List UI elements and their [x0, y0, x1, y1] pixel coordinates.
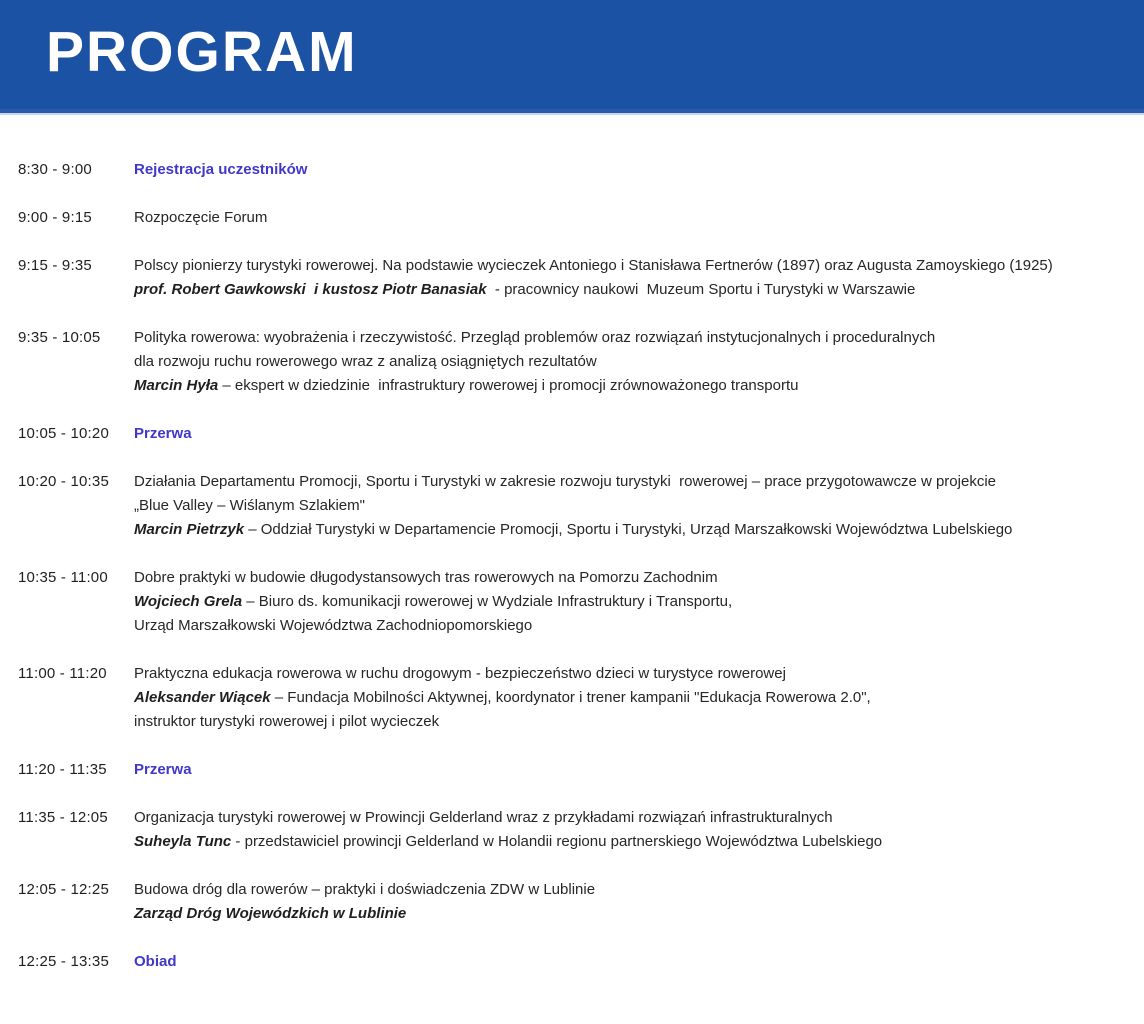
session-line [134, 662, 1120, 686]
session-line [134, 374, 1120, 398]
session-details [134, 158, 1120, 182]
session-text: Praktyczna edukacja rowerowa w ruchu drogowym - bezpieczeństwo dzieci w turystyce rowerowej [134, 665, 786, 682]
time-slot: 9:35 - 10:05 [18, 329, 101, 346]
session-highlight: Obiad [134, 953, 177, 970]
program-header-banner [0, 0, 1144, 113]
session-details [134, 806, 1120, 854]
schedule-row [18, 806, 1120, 854]
session-text: Działania Departamentu Promocji, Sportu i Turystyki w zakresie rozwoju turystyki rowerowej – prace przygotowawcze w projekcie [134, 473, 996, 490]
page-title: PROGRAM [46, 20, 358, 84]
time-slot: 8:30 - 9:00 [18, 161, 92, 178]
schedule-row [18, 470, 1120, 542]
session-line [134, 878, 1120, 902]
time-slot: 12:25 - 13:35 [18, 953, 110, 970]
speaker-name: Marcin Pietrzyk [134, 521, 245, 538]
session-text: Budowa dróg dla rowerów – praktyki i doświadczenia ZDW w Lublinie [134, 881, 596, 898]
session-details [134, 566, 1120, 638]
session-details [134, 422, 1120, 446]
session-text: – Biuro ds. komunikacji rowerowej w Wydziale Infrastruktury i Transportu, [242, 593, 733, 610]
schedule-row [18, 254, 1120, 302]
session-text: – ekspert w dziedzinie infrastruktury rowerowej i promocji zrównoważonego transportu [218, 377, 799, 394]
session-line [134, 710, 1120, 734]
time-slot: 11:35 - 12:05 [18, 809, 108, 826]
session-text: Rozpoczęcie Forum [134, 209, 268, 226]
speaker-name: Wojciech Grela [134, 593, 243, 610]
session-details [134, 950, 1120, 974]
schedule-row [18, 662, 1120, 734]
speaker-name: Zarząd Dróg Wojewódzkich w Lublinie [134, 905, 407, 922]
session-line [134, 950, 1120, 974]
session-text: – Oddział Turystyki w Departamencie Promocji, Sportu i Turystyki, Urząd Marszałkowski Województwa Lubelskiego [244, 521, 1013, 538]
session-line [134, 422, 1120, 446]
session-line [134, 158, 1120, 182]
time-slot: 11:20 - 11:35 [18, 761, 107, 778]
schedule [0, 113, 1144, 974]
session-highlight: Przerwa [134, 761, 192, 778]
session-line [134, 566, 1120, 590]
session-text: - przedstawiciel prowincji Gelderland w Holandii regionu partnerskiego Województwa Lubelskiego [231, 833, 883, 850]
session-text: Polscy pionierzy turystyki rowerowej. Na podstawie wycieczek Antoniego i Stanisława Fertnerów (1897) oraz Augusta Zamoyskiego (1925) [134, 257, 1053, 274]
session-highlight: Rejestracja uczestników [134, 161, 308, 178]
session-text: - pracownicy naukowi Muzeum Sportu i Turystyki w Warszawie [486, 281, 916, 298]
session-line [134, 254, 1120, 278]
session-text: – Fundacja Mobilności Aktywnej, koordynator i trener kampanii "Edukacja Rowerowa 2.0", [270, 689, 871, 706]
session-details [134, 254, 1120, 302]
schedule-row [18, 158, 1120, 182]
speaker-name: Suheyla Tunc [134, 833, 232, 850]
schedule-row [18, 878, 1120, 926]
session-line [134, 326, 1120, 350]
session-line [134, 494, 1120, 518]
session-details [134, 758, 1120, 782]
time-slot: 9:00 - 9:15 [18, 209, 92, 226]
time-slot: 11:00 - 11:20 [18, 665, 107, 682]
schedule-row [18, 566, 1120, 638]
schedule-row [18, 758, 1120, 782]
session-details [134, 326, 1120, 398]
time-slot: 10:05 - 10:20 [18, 425, 110, 442]
time-slot: 12:05 - 12:25 [18, 881, 110, 898]
session-line [134, 590, 1120, 614]
session-details [134, 206, 1120, 230]
session-text: Urząd Marszałkowski Województwa Zachodniopomorskiego [134, 617, 533, 634]
session-text: „Blue Valley – Wiślanym Szlakiem" [134, 497, 365, 514]
session-details [134, 662, 1120, 734]
session-highlight: Przerwa [134, 425, 192, 442]
session-line [134, 614, 1120, 638]
session-line [134, 278, 1120, 302]
session-line [134, 470, 1120, 494]
session-text: dla rozwoju ruchu rowerowego wraz z analizą osiągniętych rezultatów [134, 353, 597, 370]
time-slot: 10:20 - 10:35 [18, 473, 110, 490]
time-slot: 9:15 - 9:35 [18, 257, 92, 274]
session-text: Polityka rowerowa: wyobrażenia i rzeczywistość. Przegląd problemów oraz rozwiązań instytucjonalnych i proceduralnych [134, 329, 936, 346]
session-details [134, 878, 1120, 926]
session-text: Dobre praktyki w budowie długodystansowych tras rowerowych na Pomorzu Zachodnim [134, 569, 718, 586]
session-line [134, 686, 1120, 710]
session-text: instruktor turystyki rowerowej i pilot wycieczek [134, 713, 440, 730]
session-text: Organizacja turystyki rowerowej w Prowincji Gelderland wraz z przykładami rozwiązań infrastrukturalnych [134, 809, 833, 826]
speaker-name: prof. Robert Gawkowski i kustosz Piotr Banasiak [134, 281, 487, 298]
schedule-row [18, 326, 1120, 398]
session-line [134, 830, 1120, 854]
session-line [134, 518, 1120, 542]
session-details [134, 470, 1120, 542]
speaker-name: Aleksander Wiącek [134, 689, 271, 706]
session-line [134, 206, 1120, 230]
session-line [134, 350, 1120, 374]
schedule-row [18, 950, 1120, 974]
session-line [134, 758, 1120, 782]
session-line [134, 806, 1120, 830]
speaker-name: Marcin Hyła [134, 377, 219, 394]
schedule-row [18, 206, 1120, 230]
time-slot: 10:35 - 11:00 [18, 569, 108, 586]
schedule-row [18, 422, 1120, 446]
session-line [134, 902, 1120, 926]
